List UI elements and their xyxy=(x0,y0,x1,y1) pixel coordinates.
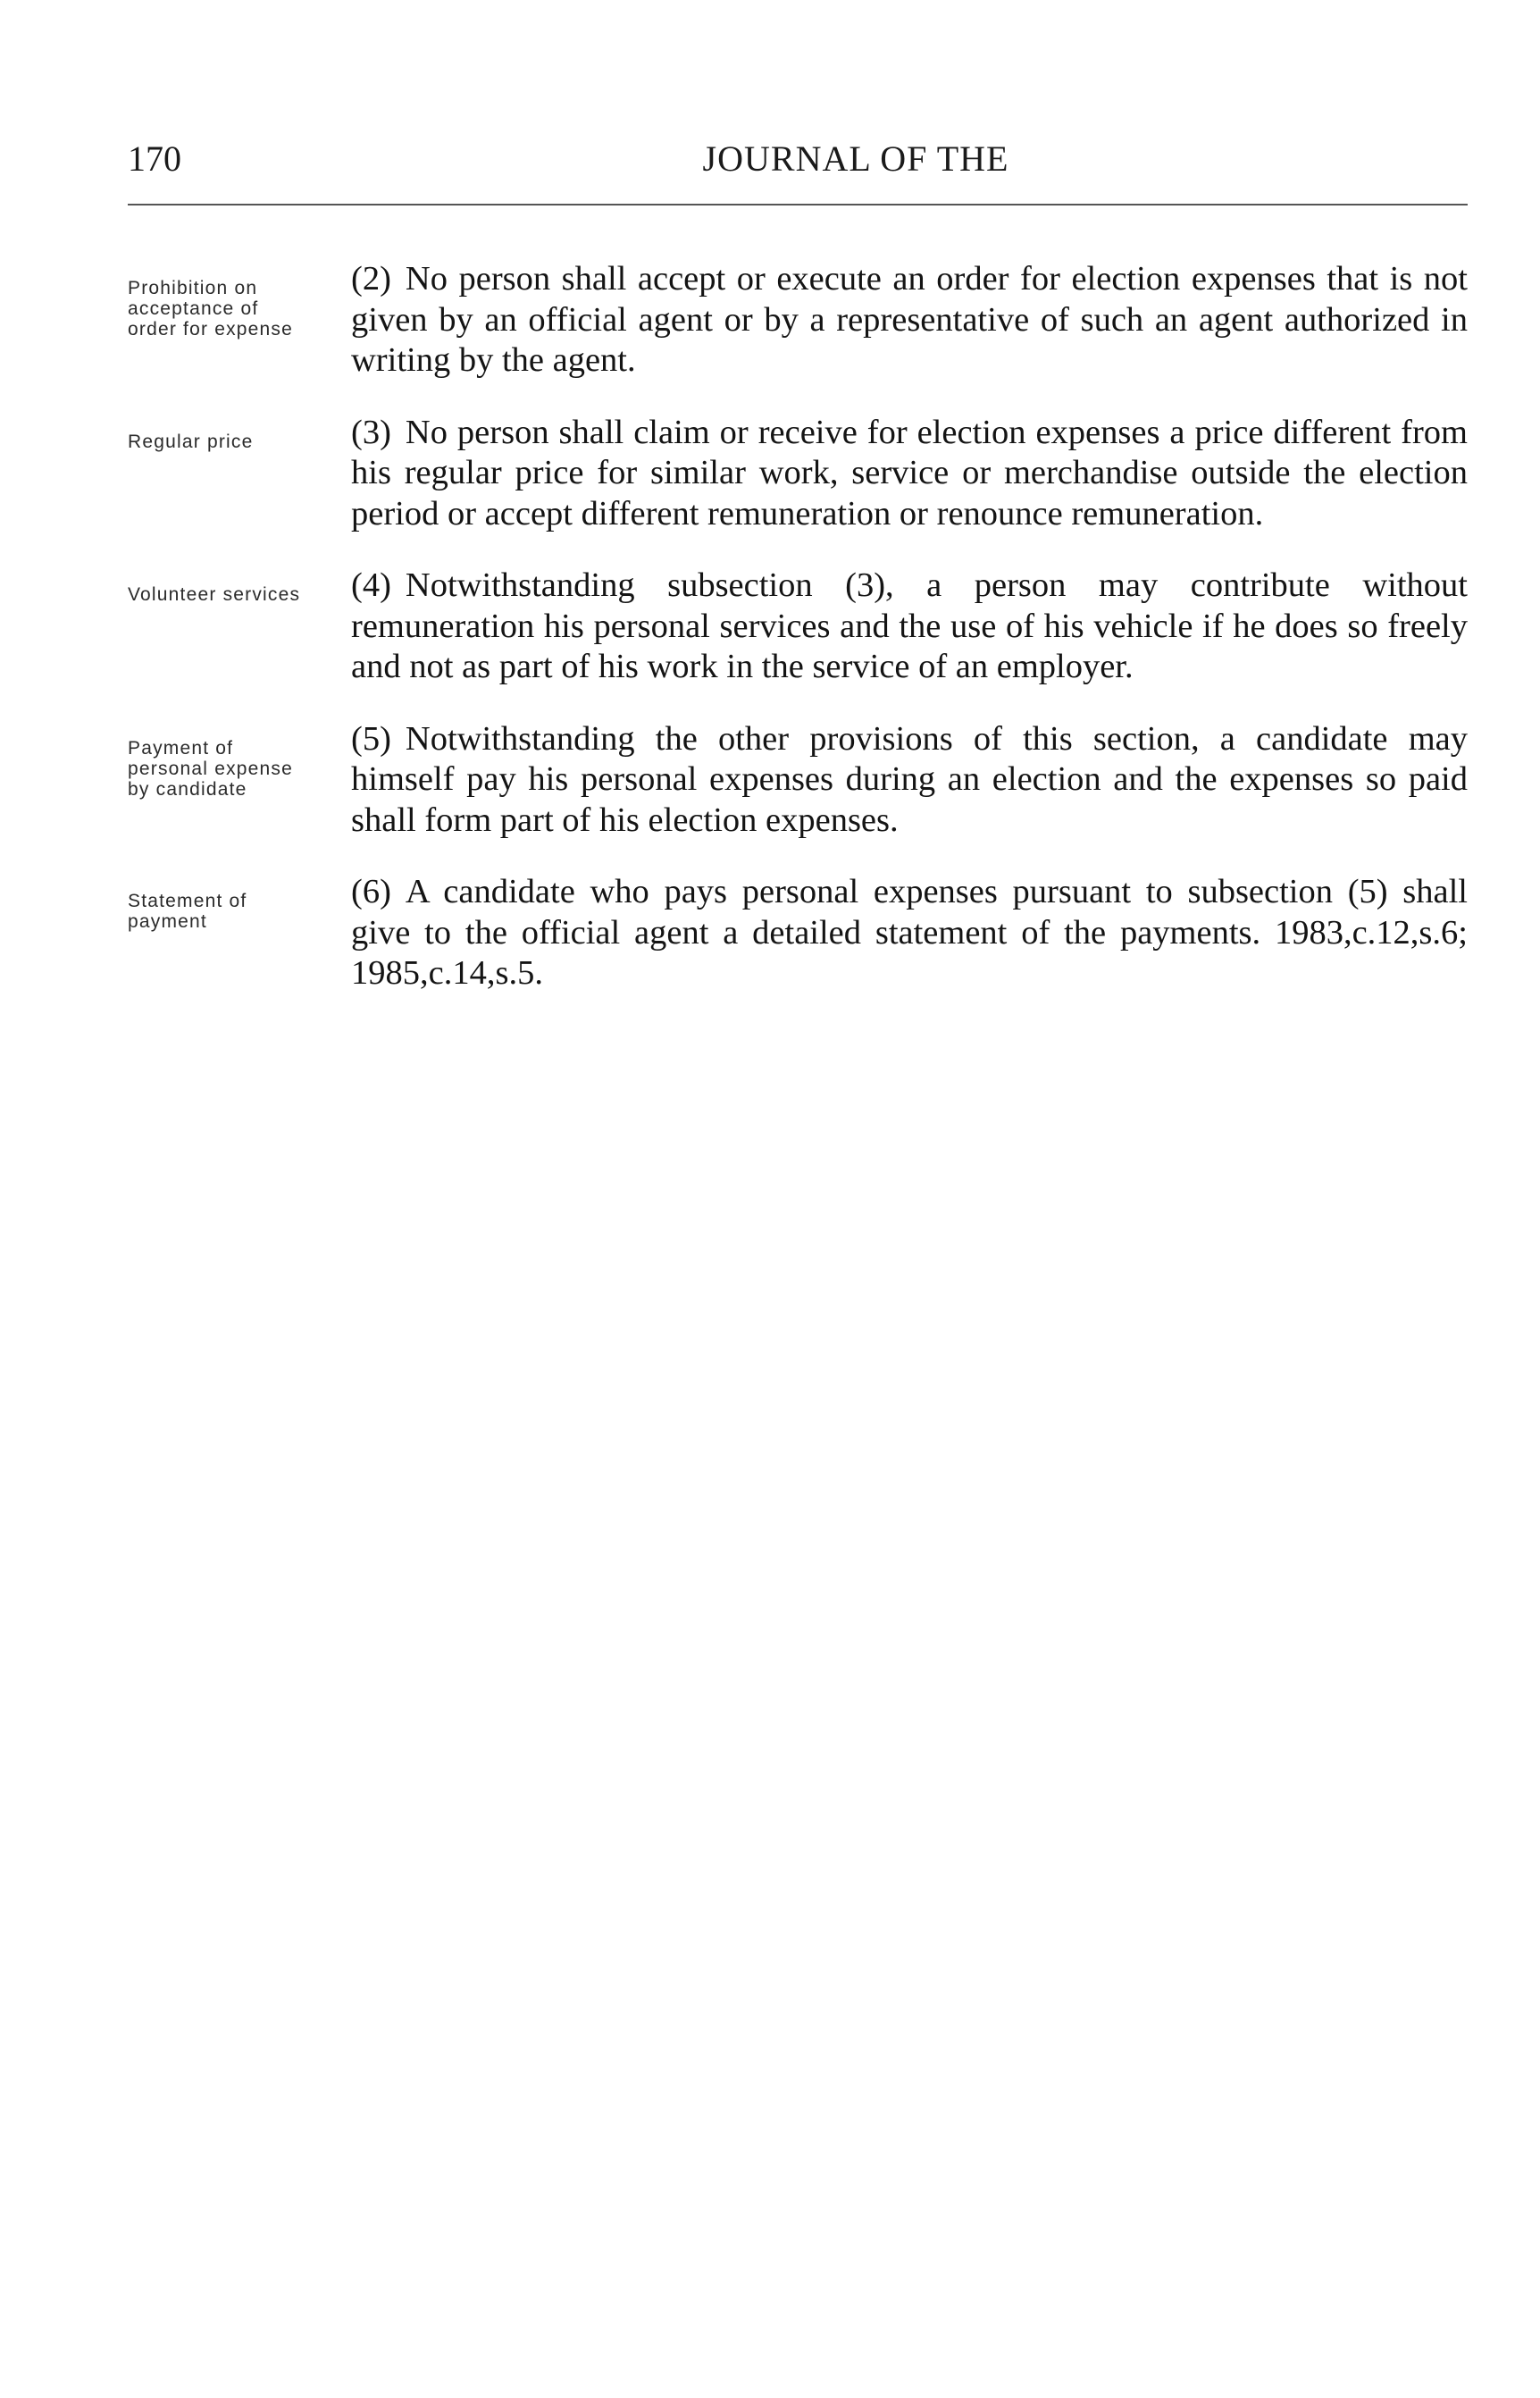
section-number: (4) xyxy=(351,566,391,604)
header-rule xyxy=(128,204,1468,205)
section-body xyxy=(351,719,1468,842)
margin-note xyxy=(128,259,351,340)
margin-note xyxy=(128,566,351,605)
margin-note-line: Regular price xyxy=(128,431,254,452)
running-head: JOURNAL OF THE xyxy=(702,138,1009,179)
margin-note xyxy=(128,413,351,452)
margin-note xyxy=(128,872,351,932)
margin-note-line: Payment of xyxy=(128,737,234,759)
section-text: No person shall claim or receive for election expenses a price different from his regular price for similar work, service or merchandise outside the election period or accept different remuneration or renounce remuneration. xyxy=(351,413,1468,532)
margin-note-line: Volunteer services xyxy=(128,584,301,605)
section-5 xyxy=(128,719,1468,842)
section-text: Notwithstanding subsection (3), a person may contribute without remuneration his personal services and the use of his vehicle if he does so freely and not as part of his work in the service of an employer. xyxy=(351,566,1468,685)
margin-note xyxy=(128,719,351,800)
section-number: (5) xyxy=(351,719,391,758)
section-body xyxy=(351,566,1468,688)
section-number: (2) xyxy=(351,260,391,298)
margin-note-line: payment xyxy=(128,911,207,932)
section-body xyxy=(351,872,1468,994)
section-number: (6) xyxy=(351,873,391,910)
section-text: No person shall accept or execute an order for election expenses that is not given by an official agent or by a representative of such an agent authorized in writing by the agent. xyxy=(351,260,1468,379)
section-4 xyxy=(128,566,1468,688)
section-2 xyxy=(128,259,1468,382)
section-body xyxy=(351,413,1468,535)
page-number: 170 xyxy=(128,138,181,179)
section-6 xyxy=(128,872,1468,994)
section-text: Notwithstanding the other provisions of this section, a candidate may himself pay his personal expenses during an election and the expenses so paid shall form part of his election expenses. xyxy=(351,719,1468,839)
margin-note-line: acceptance of xyxy=(128,298,259,319)
section-3 xyxy=(128,413,1468,535)
sections xyxy=(128,259,1468,1026)
section-number: (3) xyxy=(351,413,391,451)
page-header xyxy=(128,132,1468,186)
margin-note-line: order for expense xyxy=(128,319,293,340)
margin-note-line: by candidate xyxy=(128,778,247,800)
margin-note-line: personal expense xyxy=(128,758,293,779)
margin-note-line: Statement of xyxy=(128,891,247,911)
section-body xyxy=(351,259,1468,382)
margin-note-line: Prohibition on xyxy=(128,278,258,298)
section-text: A candidate who pays personal expenses pursuant to subsection (5) shall give to the official agent a detailed statement of the payments. 1983,c.12,s.6; 1985,c.14,s.5. xyxy=(351,873,1468,992)
